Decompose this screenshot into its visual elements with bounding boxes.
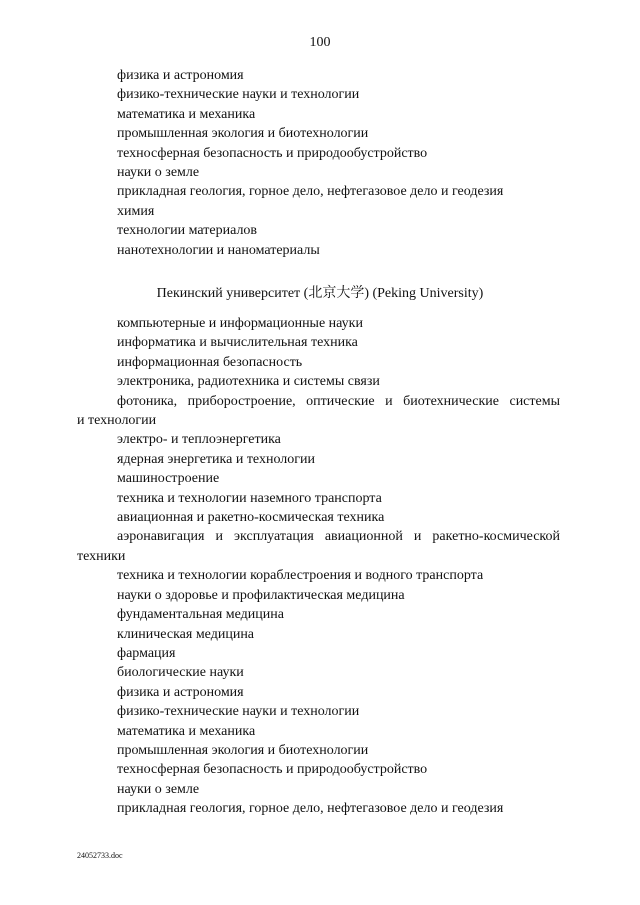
list-item: электроника, радиотехника и системы связи xyxy=(117,374,380,390)
list-item: химия xyxy=(117,203,155,219)
list-item: математика и механика xyxy=(117,723,256,739)
list-item: прикладная геология, горное дело, нефтегазовое дело и геодезия xyxy=(117,801,504,817)
list-item: ядерная энергетика и технологии xyxy=(117,451,315,467)
list-item: техносферная безопасность и природообустройство xyxy=(117,145,428,161)
list-item: физика и астрономия xyxy=(117,684,244,700)
field-list-top xyxy=(77,66,560,260)
list-item: информационная безопасность xyxy=(117,354,303,370)
list-item: промышленная экология и биотехнологии xyxy=(117,742,369,758)
field-list-peking xyxy=(77,314,560,819)
list-item: физико-технические науки и технологии xyxy=(117,87,360,103)
list-item: техносферная безопасность и природообустройство xyxy=(117,762,428,778)
list-item: науки о здоровье и профилактическая медицина xyxy=(117,587,405,603)
list-item: фармация xyxy=(117,645,176,661)
list-item: фотоника, приборостроение, оптические и биотехнические системы xyxy=(117,393,560,409)
list-item-continuation: и технологии xyxy=(77,413,157,429)
page-number: 100 xyxy=(309,35,331,50)
list-item: физика и астрономия xyxy=(117,68,244,83)
list-item: техника и технологии кораблестроения и водного транспорта xyxy=(117,568,484,584)
list-item-continuation: техники xyxy=(77,548,126,564)
list-item: биологические науки xyxy=(117,665,244,681)
list-item: компьютерные и информационные науки xyxy=(117,316,363,331)
list-item: науки о земле xyxy=(117,165,200,181)
list-item: авиационная и ракетно-космическая техника xyxy=(117,510,385,526)
list-item: физико-технические науки и технологии xyxy=(117,704,360,720)
list-item: информатика и вычислительная техника xyxy=(117,335,358,351)
list-item: фундаментальная медицина xyxy=(117,607,284,623)
list-item: техника и технологии наземного транспорта xyxy=(117,490,382,506)
list-item: прикладная геология, горное дело, нефтегазовое дело и геодезия xyxy=(117,184,504,200)
list-item: электро- и теплоэнергетика xyxy=(117,432,281,448)
university-heading: Пекинский университет (北京大学) (Peking University) xyxy=(156,286,484,301)
footer-filename: 24052733.doc xyxy=(77,851,123,860)
list-item: клиническая медицина xyxy=(117,626,255,642)
list-item: аэронавигация и эксплуатация авиационной и ракетно-космической xyxy=(117,529,560,545)
list-item: технологии материалов xyxy=(117,223,258,239)
list-item: промышленная экология и биотехнологии xyxy=(117,126,369,142)
list-item: нанотехнологии и наноматериалы xyxy=(117,242,320,258)
list-item: машиностроение xyxy=(117,471,220,487)
list-item: науки о земле xyxy=(117,781,200,797)
list-item: математика и механика xyxy=(117,106,256,122)
